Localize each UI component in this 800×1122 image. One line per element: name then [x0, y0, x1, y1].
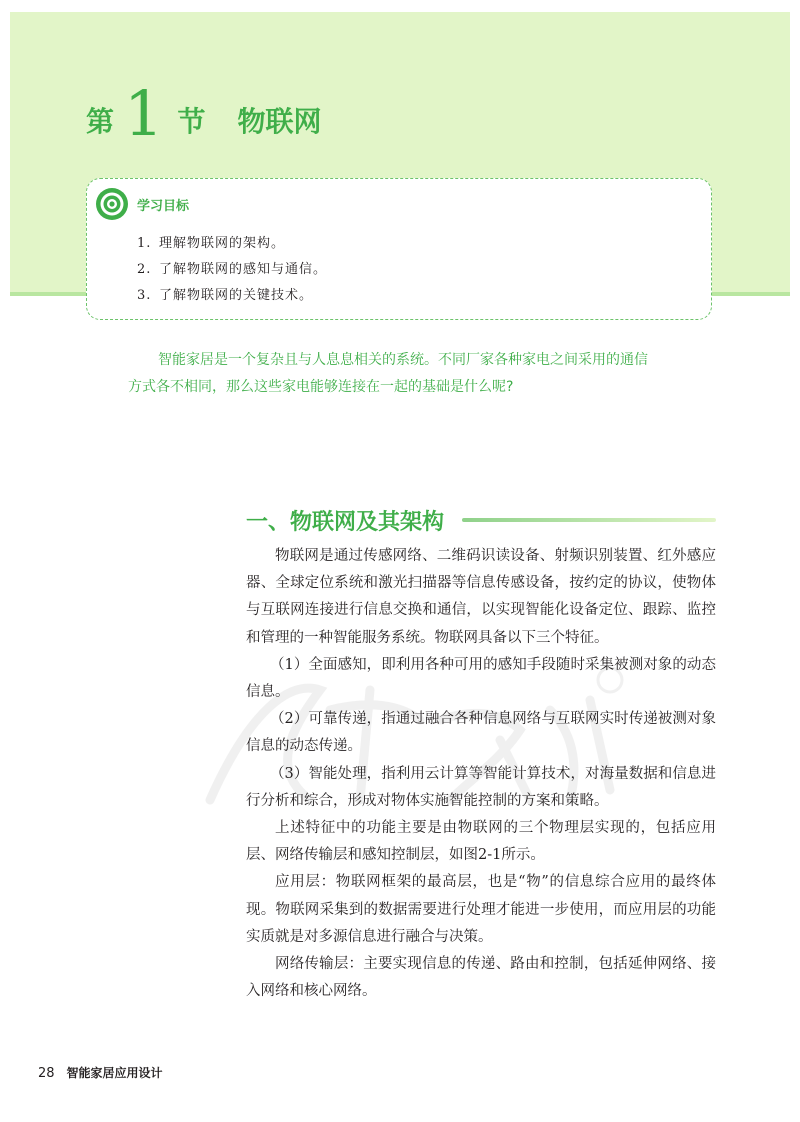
- paragraph: 物联网是通过传感网络、二维码识读设备、射频识别装置、红外感应器、全球定位系统和激光扫描器等信息传感设备，按约定的协议，使物体与互联网连接进行信息交换和通信，以实现智能化设备定位、跟踪、监控和管理的一种智能服务系统。物联网具备以下三个特征。: [246, 548, 716, 646]
- learning-goals-box: [86, 178, 712, 320]
- paragraph: 应用层：物联网框架的最高层，也是“物”的信息综合应用的最终体现。物联网采集到的数据需要进行处理才能进一步使用，而应用层的功能实质就是对多源信息进行融合与决策。: [246, 874, 716, 945]
- paragraph: （1）全面感知，即利用各种可用的感知手段随时采集被测对象的动态信息。: [246, 656, 716, 701]
- list-item: 1. 理解物联网的架构。: [137, 236, 286, 251]
- paragraph: 网络传输层：主要实现信息的传递、路由和控制，包括延伸网络、接入网络和核心网络。: [246, 956, 716, 1000]
- learning-goals-title: 学习目标: [137, 198, 190, 214]
- intro-line-1: 智能家居是一个复杂且与人息息相关的系统。不同厂家各种家电之间采用的通信: [158, 352, 648, 368]
- learning-goals-list: [137, 231, 327, 309]
- paragraph: （2）可靠传递，指通过融合各种信息网络与互联网实时传递被测对象信息的动态传递。: [246, 711, 716, 755]
- section-name: 物联网: [237, 105, 322, 138]
- learning-goals-header: [95, 187, 189, 221]
- heading-row: [246, 502, 716, 538]
- section-suffix: 节: [177, 105, 206, 138]
- section-title: [86, 77, 322, 150]
- page-footer: [38, 1064, 163, 1081]
- intro-line-2: 方式各不相同，那么这些家电能够连接在一起的基础是什么呢?: [128, 379, 514, 395]
- section-prefix: 第: [86, 105, 115, 138]
- body-text: [246, 543, 716, 1005]
- paragraph: （3）智能处理，指利用云计算等智能计算技术，对海量数据和信息进行分析和综合，形成对物体实施智能控制的方案和策略。: [246, 765, 716, 809]
- list-item: 2. 了解物联网的感知与通信。: [137, 262, 328, 277]
- list-item: 3. 了解物联网的关键技术。: [137, 288, 314, 303]
- page-number: 28: [38, 1066, 55, 1081]
- book-title: 智能家居应用设计: [66, 1066, 163, 1080]
- section-number: 1: [124, 77, 164, 150]
- target-icon: [95, 187, 129, 221]
- paragraph: 上述特征中的功能主要是由物联网的三个物理层实现的，包括应用层、网络传输层和感知控制层，如图2-1所示。: [246, 820, 716, 864]
- heading-decor-bar: [462, 518, 716, 522]
- intro-question: [130, 347, 690, 401]
- heading-iot-architecture: 一、物联网及其架构: [246, 509, 445, 535]
